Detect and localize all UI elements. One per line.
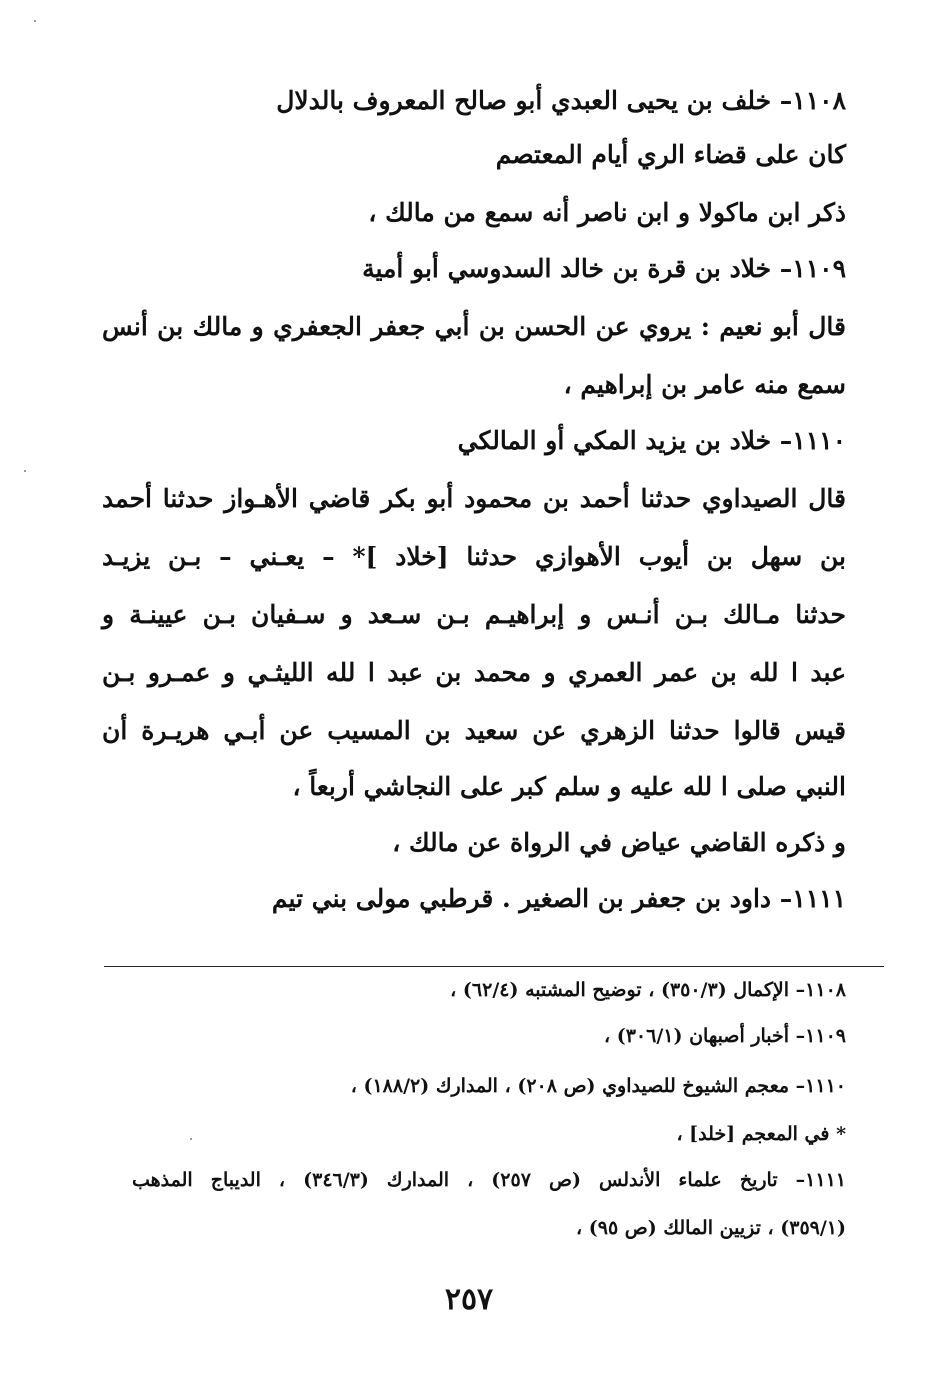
entry-1110-line-4: عبد ا لله بن عمر العمري و محمد بن عبد ا لله الليثـي و عمـرو بـن: [102, 658, 846, 687]
footnote-separator: [104, 966, 884, 967]
entry-1109-heading: ١١٠٩– خلاد بن قرة بن خالد السدوسي أبو أمية: [362, 254, 846, 283]
scan-speck: [24, 470, 26, 472]
footnote-asterisk: * في المعجم [خلد] ،: [676, 1123, 846, 1145]
entry-1110-line-1: قال الصيداوي حدثنا أحمد بن محمود أبو بكر قاضي الأهـواز حدثنا أحمد: [102, 484, 846, 513]
footnote-1109: ١١٠٩– أخبار أصبهان (٣٠٦/١) ،: [603, 1025, 846, 1047]
scan-speck: [190, 1138, 192, 1140]
scan-speck: [34, 20, 36, 22]
entry-1108-heading: ١١٠٨– خلف بن يحيى العبدي أبو صالح المعروف بالدلال: [276, 86, 846, 115]
entry-1108-line-1: كان على قضاء الري أيام المعتصم: [495, 140, 846, 169]
page-number: ٢٥٧: [444, 1282, 494, 1317]
footnote-1111-line-1: ١١١١– تاريخ علماء الأندلس (ص ٢٥٧) ، المدارك (٣٤٦/٣) ، الديباج المذهب: [132, 1169, 846, 1191]
entry-1109-line-2: سمع منه عامر بن إبراهيم ،: [563, 370, 846, 399]
entry-1110-line-3: حدثنا مـالك بـن أنـس و إبراهيـم بـن سـعد و سـفيان بـن عيينـة و: [102, 600, 846, 629]
footnote-1110: ١١١٠– معجم الشيوخ للصيداوي (ص ٢٠٨) ، المدارك (١٨٨/٢) ،: [350, 1075, 846, 1097]
entry-1110-heading: ١١١٠– خلاد بن يزيد المكي أو المالكي: [457, 426, 846, 455]
entry-1110-line-5: قيس قالوا حدثنا الزهري عن سعيد بن المسيب عن أبـي هريـرة أن: [102, 716, 846, 745]
entry-1109-line-1: قال أبو نعيم : يروي عن الحسن بن أبي جعفر الجعفري و مالك بن أنس: [102, 312, 846, 341]
footnote-1108: ١١٠٨– الإكمال (٣٥٠/٣) ، توضيح المشتبه (٦٢/٤) ،: [450, 979, 846, 1001]
entry-1110-line-2: بن سهل بن أيوب الأهوازي حدثنا [خلاد ]* – يعـني – بـن يزيـد: [102, 542, 846, 571]
entry-1111-heading: ١١١١– داود بن جعفر بن الصغير . قرطبي مولى بني تيم: [271, 884, 846, 913]
footnote-1111-line-2: (٣٥٩/١) ، تزيين المالك (ص ٩٥) ،: [576, 1217, 846, 1239]
entry-1110-line-7: و ذكره القاضي عياض في الرواة عن مالك ،: [392, 828, 846, 857]
entry-1108-line-2: ذكر ابن ماكولا و ابن ناصر أنه سمع من مالك ،: [368, 198, 846, 227]
entry-1110-line-6: النبي صلى ا لله عليه و سلم كبر على النجاشي أربعاً ،: [292, 772, 846, 801]
